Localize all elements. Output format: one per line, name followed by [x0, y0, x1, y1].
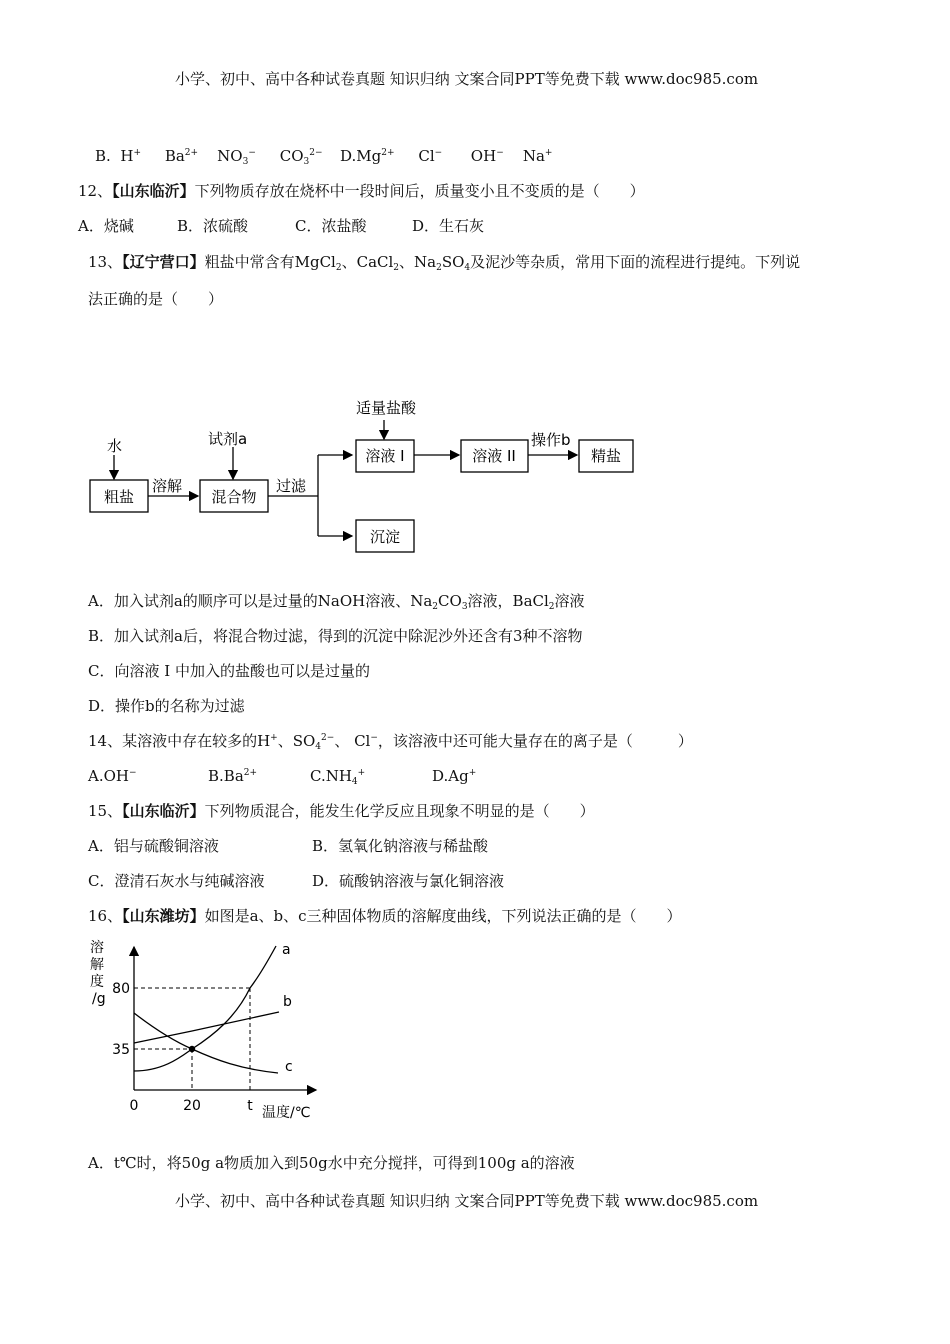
q13-option-b: B．加入试剂a后，将混合物过滤，得到的沉淀中除泥沙外还含有3种不溶物 [88, 627, 583, 645]
q13-stem-line1: 13、【辽宁营口】粗盐中常含有MgCl$_2$、CaCl$_2$、$Na_2SO_4$及泥沙等杂质，常用下面的流程进行提纯。下列说 [88, 253, 801, 273]
q12-option-a: A．烧碱 [78, 217, 134, 235]
q13-option-c: C．向溶液 I 中加入的盐酸也可以是过量的 [88, 662, 370, 680]
precipitate-label: 沉淀 [369, 528, 401, 546]
page-header: 小学、初中、高中各种试卷真题 知识归纳 文案合同PPT等免费下载 www.doc985.com [175, 70, 759, 88]
q15-option-b: B．氢氧化钠溶液与稀盐酸 [312, 837, 489, 855]
q13-stem-line2: 法正确的是（ ） [88, 290, 224, 308]
ylabel-char-2: 解 [90, 957, 104, 973]
q14-option-a: A.OH− [88, 767, 137, 785]
y-tick-35: 35 [112, 1042, 130, 1058]
q14-option-b: $B.Ba^{2+}$ [208, 767, 258, 785]
q13-option-a: A．加入试剂a的顺序可以是过量的NaOH溶液、$Na_2CO_3$溶液，BaCl$_2$溶液 [88, 592, 585, 612]
series-a-label: a [282, 942, 291, 958]
x-axis-label: 温度/℃ [262, 1105, 311, 1121]
x-tick-0: 0 [129, 1098, 139, 1114]
y-tick-80: 80 [112, 981, 130, 997]
solution-2-label: 溶液 II [472, 447, 516, 465]
ylabel-char-3: 度 [90, 974, 104, 990]
q12-option-d: D．生石灰 [412, 217, 485, 235]
q15-stem: 15、【山东临沂】下列物质混合，能发生化学反应且现象不明显的是（ ） [88, 802, 595, 820]
refined-salt-label: 精盐 [590, 447, 622, 465]
q16-source: 【山东潍坊】 [122, 907, 205, 925]
ylabel-char-1: 溶 [90, 940, 104, 956]
q12-option-b: B．浓硫酸 [177, 217, 249, 235]
q14-option-c: $C.NH_4^+$ [310, 767, 366, 787]
series-b-label: b [283, 994, 292, 1010]
reagent-a-label: 试剂a [208, 430, 248, 448]
series-c-curve [134, 1013, 278, 1073]
operation-b-label: 操作b [531, 431, 571, 449]
intersection-point [189, 1046, 195, 1052]
purification-flowchart [80, 385, 660, 560]
q13-option-d: D．操作b的名称为过滤 [88, 697, 245, 715]
dissolve-label: 溶解 [152, 477, 183, 495]
series-a-curve [134, 946, 276, 1071]
q12-option-c: C．浓盐酸 [295, 217, 367, 235]
q16-option-a: A．t℃时，将50g a物质加入到50g水中充分搅拌，可得到100g a的溶液 [88, 1154, 575, 1172]
series-c-label: c [285, 1059, 293, 1075]
q14-option-d: D.Ag+ [432, 767, 477, 785]
hcl-label: 适量盐酸 [356, 399, 417, 417]
page-footer: 小学、初中、高中各种试卷真题 知识归纳 文案合同PPT等免费下载 www.doc985.com [175, 1192, 759, 1210]
filter-label: 过滤 [276, 477, 307, 495]
q14-stem: 14、某溶液中存在较多的H+、$SO_4^{2-}$、 Cl−，该溶液中还可能大量存在的离子是（ ） [88, 732, 693, 752]
water-label: 水 [107, 437, 123, 455]
solution-1-label: 溶液 I [365, 447, 405, 465]
x-tick-20: 20 [183, 1098, 201, 1114]
q15-option-d: D．硫酸钠溶液与氯化铜溶液 [312, 872, 505, 890]
q12-stem: 12、【山东临沂】下列物质存放在烧杯中一段时间后，质量变小且不变质的是（ ） [78, 182, 645, 200]
q13-source: 【辽宁营口】 [122, 253, 205, 271]
solubility-chart [84, 935, 334, 1130]
crude-salt-label: 粗盐 [103, 488, 135, 506]
q11-option-b: B. H+ $Ba^{2+}$ $NO_3^-$ $CO_3^{2-}$ [95, 147, 323, 167]
q15-source: 【山东临沂】 [122, 802, 205, 820]
q15-option-c: C．澄清石灰水与纯碱溶液 [88, 872, 265, 890]
ylabel-unit: /g [92, 991, 106, 1007]
q11-option-d: $D.Mg^{2+}$ Cl− OH− Na+ [340, 147, 553, 165]
x-tick-t: t [247, 1098, 253, 1114]
mixture-label: 混合物 [211, 488, 257, 506]
q16-stem: 16、【山东潍坊】如图是a、b、c三种固体物质的溶解度曲线，下列说法正确的是（ ） [88, 907, 682, 925]
q15-option-a: A．铝与硫酸铜溶液 [88, 837, 219, 855]
q12-source: 【山东临沂】 [112, 182, 195, 200]
